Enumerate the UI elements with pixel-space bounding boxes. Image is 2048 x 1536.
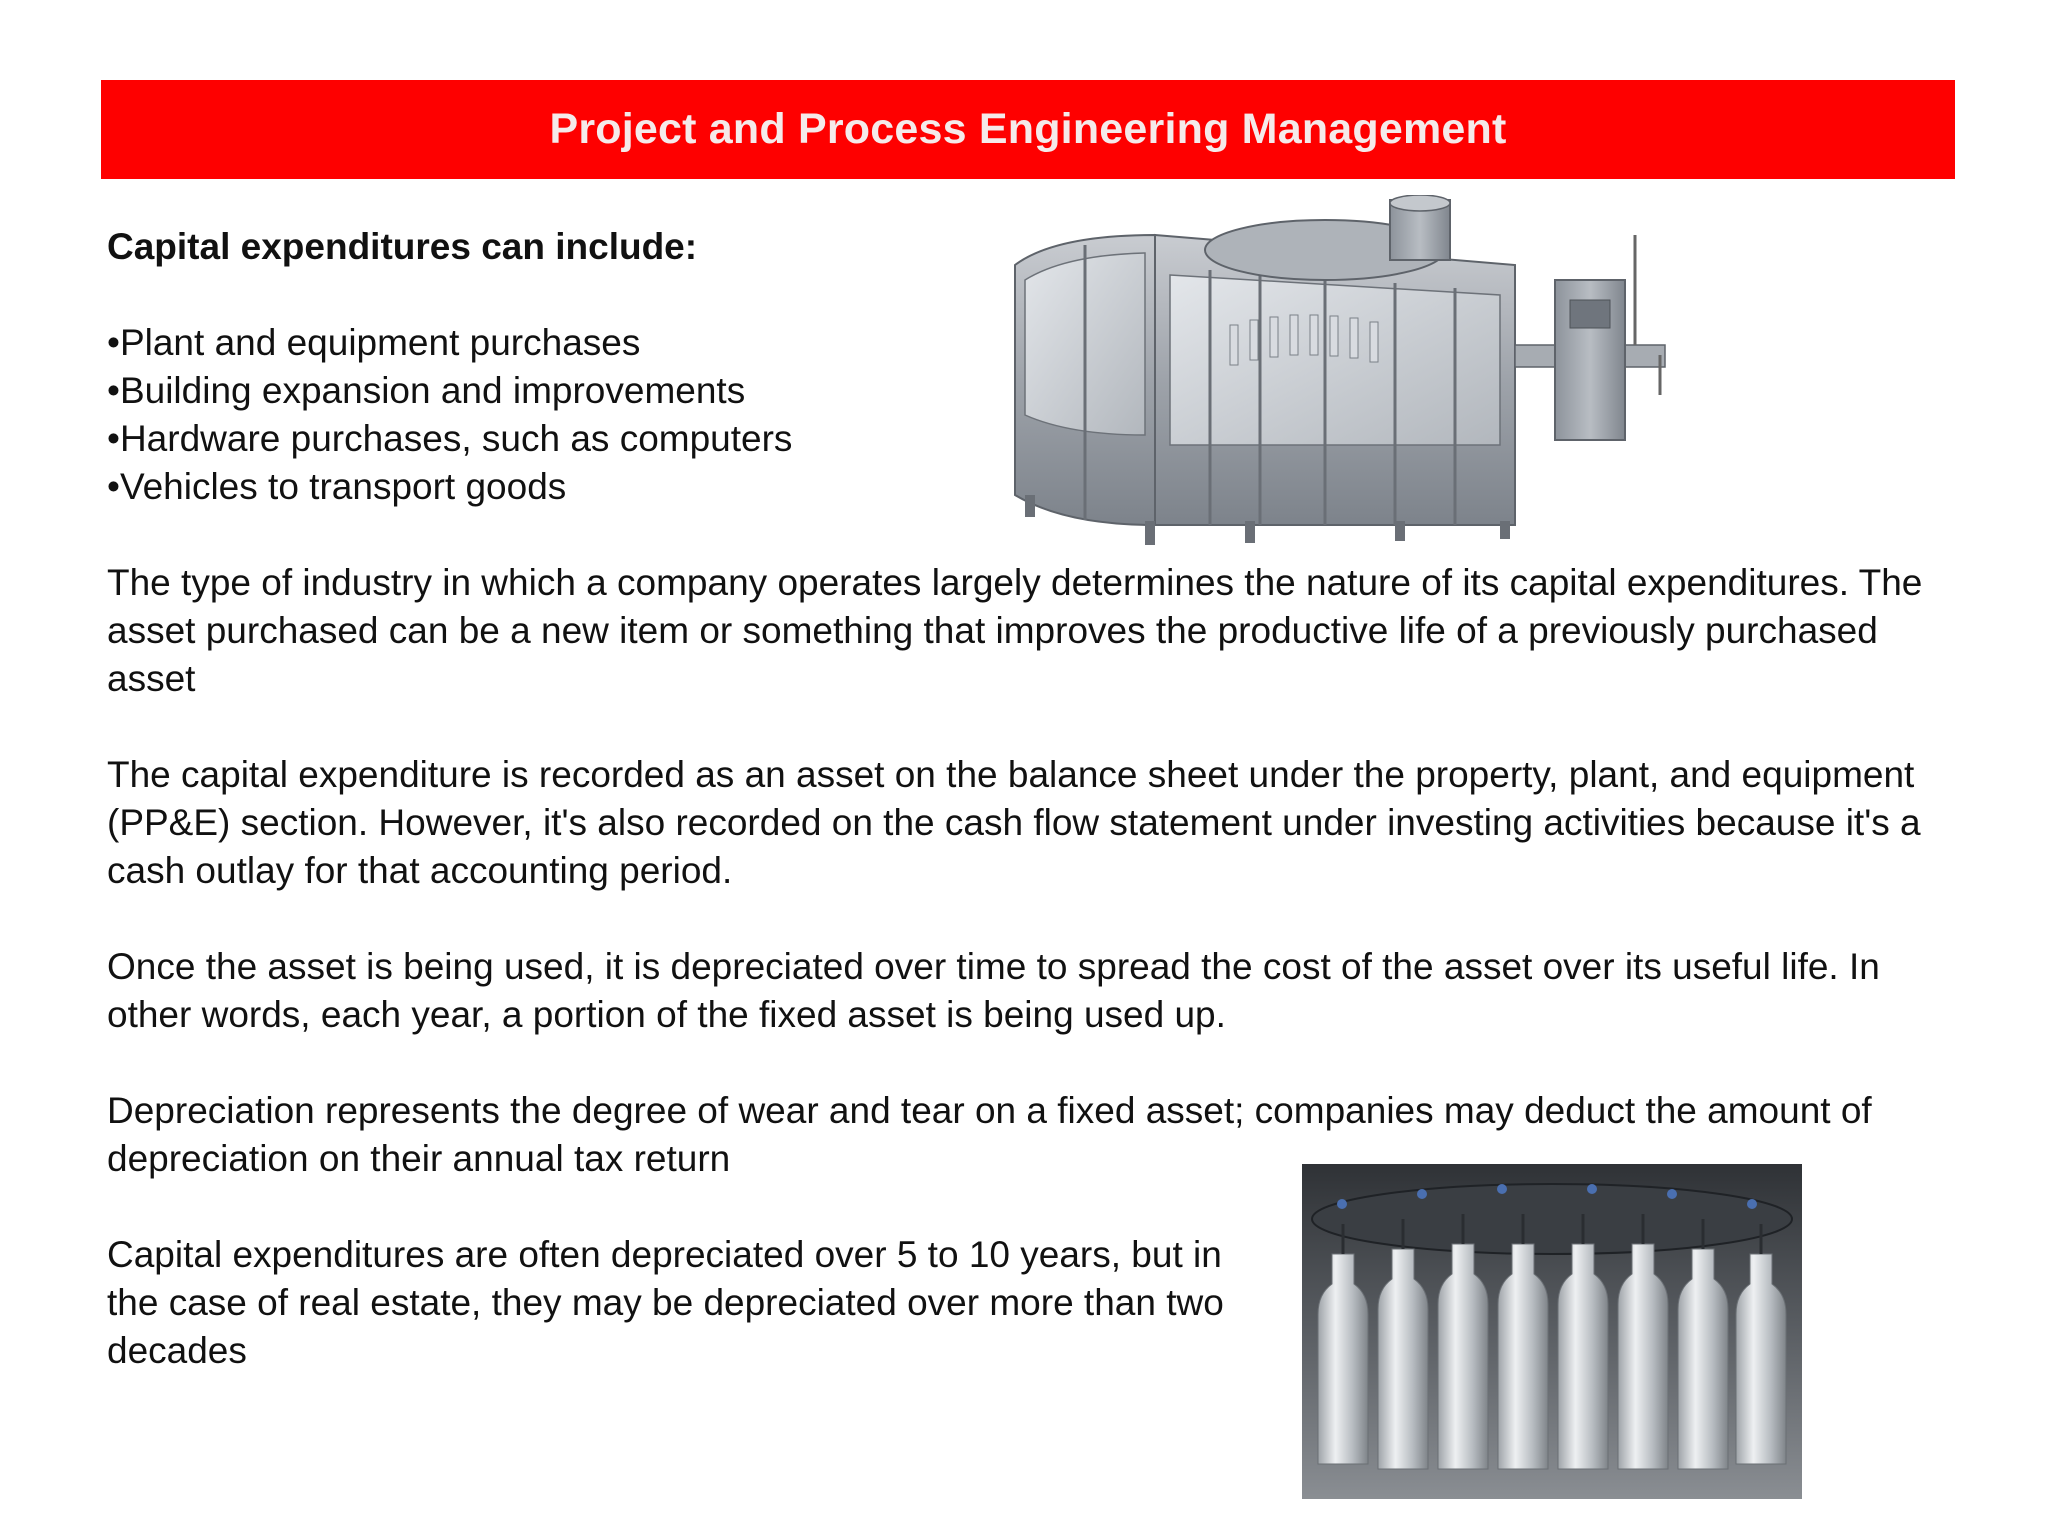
paragraph-balance-sheet: The capital expenditure is recorded as an asset on the balance sheet under the property, plant, and equipment (PP&E) section. However, it's also recorded on the cash flow statement under investing activities because it's a cash outlay for that accounting period.: [107, 754, 1921, 891]
paragraph-wear-and-tear: Depreciation represents the degree of wear and tear on a fixed asset; companies may deduct the amount of depreciation on their annual tax return: [107, 1090, 1872, 1179]
filling-machine-image: [995, 195, 1685, 555]
bottles-image: [1302, 1164, 1802, 1499]
paragraph-industry: The type of industry in which a company operates largely determines the nature of its capital expenditures. The asset purchased can be a new item or something that improves the productive life of a previously purchased asset: [107, 562, 1923, 699]
title-bar: [101, 80, 1955, 179]
bullet-item: •Plant and equipment purchases: [107, 322, 641, 363]
bullet-list: [107, 319, 792, 511]
bullet-item: •Vehicles to transport goods: [107, 466, 567, 507]
section-heading: Capital expenditures can include:: [107, 226, 698, 267]
paragraph-depreciation-period: Capital expenditures are often depreciated over 5 to 10 years, but in the case of real estate, they may be depreciated over more than two decades: [107, 1234, 1224, 1371]
slide-title: Project and Process Engineering Management: [549, 105, 1507, 153]
bullet-item: •Building expansion and improvements: [107, 370, 746, 411]
paragraph-depreciation-time: Once the asset is being used, it is depreciated over time to spread the cost of the asset over its useful life. In other words, each year, a portion of the fixed asset is being used up.: [107, 946, 1880, 1035]
bullet-item: •Hardware purchases, such as computers: [107, 418, 793, 459]
